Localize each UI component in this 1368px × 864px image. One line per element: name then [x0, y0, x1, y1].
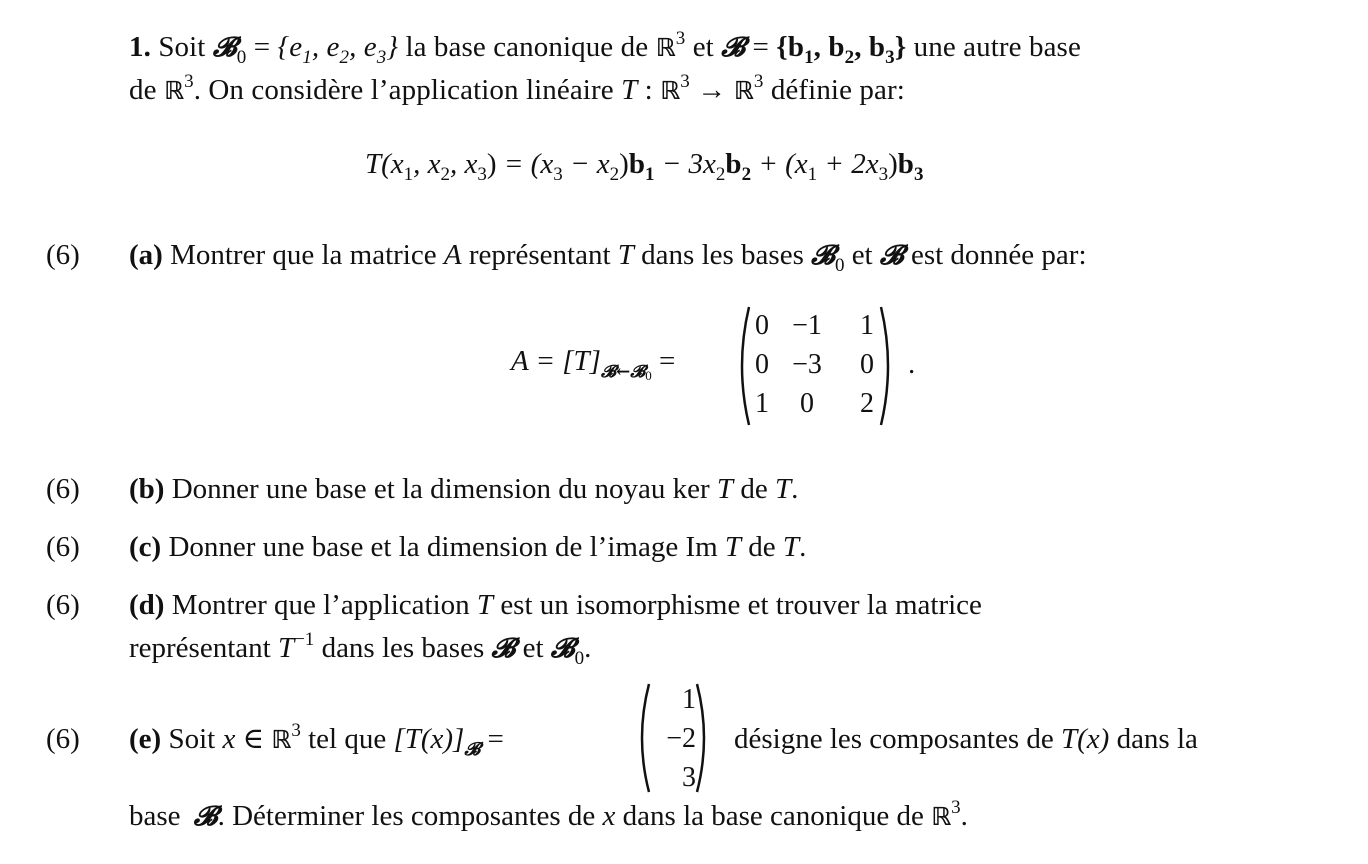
set-e-close: } — [386, 31, 399, 63]
eq: = (x — [496, 148, 554, 180]
sub: 0 — [834, 255, 845, 276]
text: désigne les composantes de — [734, 723, 1054, 755]
paren: ) — [486, 148, 497, 180]
reals-R: ℝ — [655, 33, 676, 62]
b1: b — [787, 31, 805, 63]
vector-cell: 1 — [682, 683, 696, 715]
bracket-Tx: [T(x)] — [393, 723, 465, 755]
basis-B0: 𝓑 — [212, 32, 237, 63]
sub: 2 — [440, 164, 451, 185]
set-e2: , e — [311, 31, 340, 63]
text-application: . On considère l’application linéaire — [193, 74, 614, 106]
vector-right-paren-icon — [694, 682, 714, 794]
label-a: (a) — [129, 239, 163, 271]
period: . — [791, 473, 799, 505]
text: dans les bases — [321, 632, 485, 664]
text: base — [129, 800, 181, 832]
sub: 3 — [477, 164, 487, 185]
text: Donner une base et la dimension du noyau ker — [171, 473, 710, 505]
args: , x — [413, 148, 441, 180]
canonical-set — [277, 31, 399, 68]
points-d: (6) — [46, 589, 80, 621]
label-c: (c) — [129, 531, 162, 563]
vector-cell: −2 — [666, 722, 696, 754]
part-d-line-1 — [129, 591, 982, 620]
text: Montrer que l’application — [171, 589, 470, 621]
text-definie-par: définie par: — [770, 74, 905, 106]
problem-number: 1. — [129, 31, 151, 63]
sub-1: 1 — [302, 47, 312, 68]
sub-B: 𝓑 — [464, 739, 481, 760]
map-T: T — [716, 473, 734, 505]
word-de: de — [129, 74, 157, 106]
sup-3: 3 — [951, 797, 961, 818]
b2-sub: 2 — [844, 47, 855, 68]
sup-inverse: −1 — [294, 629, 315, 650]
sub: 2 — [609, 164, 620, 185]
sup-3: 3 — [291, 720, 301, 741]
points-a: (6) — [46, 239, 80, 271]
sub: 2 — [715, 164, 726, 185]
map-T: T — [774, 473, 792, 505]
basis-B: 𝓑 — [491, 633, 516, 664]
points-c: (6) — [46, 531, 80, 563]
matrix-cell: 2 — [860, 387, 874, 419]
text-base-canonique: la base canonique de — [405, 31, 649, 63]
word-de: de — [748, 531, 776, 563]
label-d: (d) — [129, 589, 165, 621]
vector-e — [648, 680, 696, 797]
equals-2: = — [752, 31, 769, 63]
points-b: (6) — [46, 473, 80, 505]
matrix-A: A — [443, 239, 462, 271]
sup-3: 3 — [680, 71, 690, 92]
comma: , — [854, 31, 869, 63]
in: ∈ — [235, 723, 272, 755]
text: dans la — [1116, 723, 1198, 755]
args: , x — [450, 148, 478, 180]
part-c — [129, 533, 806, 562]
sub-3: 3 — [376, 47, 387, 68]
term: + (x — [751, 148, 808, 180]
matrix-cell: −1 — [792, 309, 822, 341]
matrix-cell: 0 — [800, 387, 814, 419]
part-e-line-2 — [129, 797, 968, 832]
brace-open: { — [776, 31, 788, 63]
matrix-cell: 1 — [755, 387, 769, 419]
period: . — [799, 531, 807, 563]
matrix-right-paren-icon — [878, 305, 898, 427]
matrix-period: . — [908, 348, 916, 380]
text: est donnée par: — [910, 239, 1087, 271]
reals-R: ℝ — [931, 802, 952, 831]
basis-B: 𝓑 — [193, 801, 218, 832]
sub-0: 0 — [236, 47, 247, 68]
sub: 3 — [913, 164, 924, 185]
sub: 2 — [741, 164, 752, 185]
text: . Déterminer les composantes de — [217, 800, 596, 832]
points-e: (6) — [46, 723, 80, 755]
T: T — [365, 148, 382, 180]
sub: 3 — [553, 164, 563, 185]
text: Montrer que la matrice — [170, 239, 437, 271]
period: . — [960, 800, 968, 832]
sub: 1 — [807, 164, 818, 185]
sup-3: 3 — [753, 71, 764, 92]
part-e-line-1-right — [734, 725, 1198, 754]
sub-2: 2 — [339, 47, 350, 68]
equals: = — [658, 345, 676, 377]
problem-line-1 — [129, 28, 1081, 68]
b1-sub: 1 — [804, 47, 814, 68]
map-T: T — [277, 632, 295, 664]
word-et: et — [522, 632, 544, 664]
Tx: T(x) — [1060, 723, 1110, 755]
var-x: x — [602, 800, 616, 832]
lhs: A = [T] — [511, 345, 601, 377]
map-T: T — [476, 589, 494, 621]
text: est un isomorphisme et trouver la matrice — [500, 589, 982, 621]
text: représentant — [468, 239, 611, 271]
set-e3: , e — [349, 31, 377, 63]
term: − 3x — [654, 148, 716, 180]
text: Donner une base et la dimension de l’image Im — [168, 531, 718, 563]
matrix-A-lhs — [511, 345, 676, 383]
part-a — [129, 239, 1087, 276]
b3: b — [897, 148, 914, 180]
basis-B: 𝓑 — [721, 32, 746, 63]
problem-line-2 — [129, 71, 905, 106]
sub: 3 — [878, 164, 889, 185]
map-T: T — [724, 531, 742, 563]
part-e-line-1-left — [129, 720, 504, 760]
b2: b — [725, 148, 742, 180]
paren: ) — [619, 148, 629, 180]
text: tel que — [308, 723, 387, 755]
colon: : — [637, 74, 661, 106]
period: . — [584, 632, 592, 664]
matrix-cell: −3 — [792, 348, 822, 380]
sub: 1 — [403, 164, 414, 185]
b2: b — [828, 31, 845, 63]
term: + 2x — [817, 148, 879, 180]
part-b — [129, 475, 798, 504]
map-T: T — [617, 239, 634, 271]
matrix-cell: 1 — [860, 309, 874, 341]
label-e: (e) — [129, 723, 162, 755]
word-soit: Soit — [158, 31, 206, 63]
basis-b-set — [776, 31, 907, 68]
sup-3: 3 — [675, 28, 686, 49]
text: dans les bases — [641, 239, 804, 271]
basis-B0: 𝓑 — [550, 633, 575, 664]
matrix-cell: 0 — [755, 309, 769, 341]
text: dans la base canonique de — [622, 800, 924, 832]
word-et: et — [851, 239, 873, 271]
definition-formula — [365, 148, 924, 185]
args: (x — [381, 148, 404, 180]
basis-B: 𝓑 — [879, 240, 904, 271]
equals: = — [487, 723, 504, 755]
var-x: x — [222, 723, 236, 755]
text-autre-base: une autre base — [913, 31, 1081, 63]
map-T: T — [621, 74, 638, 106]
set-e-open: {e — [277, 31, 303, 63]
sub: 𝓑←𝓑 — [600, 362, 646, 382]
vector-cell: 3 — [682, 761, 696, 793]
arrow: → — [689, 74, 734, 106]
paren: ) — [888, 148, 898, 180]
reals-R: ℝ — [660, 76, 681, 105]
reals-R: ℝ — [271, 725, 292, 754]
text: Soit — [168, 723, 216, 755]
sub: 1 — [644, 164, 655, 185]
minus: − x — [562, 148, 610, 180]
map-T: T — [782, 531, 800, 563]
sup-3: 3 — [184, 71, 194, 92]
label-b: (b) — [129, 473, 165, 505]
equals: = — [253, 31, 271, 63]
sub: 0 — [574, 648, 585, 669]
b3: b — [868, 31, 886, 63]
reals-R: ℝ — [163, 76, 185, 105]
word-et: et — [692, 31, 714, 63]
brace-close: } — [894, 31, 907, 63]
word-de: de — [740, 473, 768, 505]
sub0: 0 — [645, 368, 652, 383]
b1: b — [628, 148, 645, 180]
comma: , — [813, 31, 829, 63]
text: représentant — [129, 632, 271, 664]
part-d-line-2 — [129, 629, 592, 669]
matrix-cell: 0 — [755, 348, 769, 380]
matrix-A-entries — [748, 306, 874, 423]
basis-B0: 𝓑 — [811, 240, 835, 271]
b3-sub: 3 — [885, 47, 895, 68]
matrix-cell: 0 — [860, 348, 874, 380]
reals-R: ℝ — [733, 76, 754, 105]
